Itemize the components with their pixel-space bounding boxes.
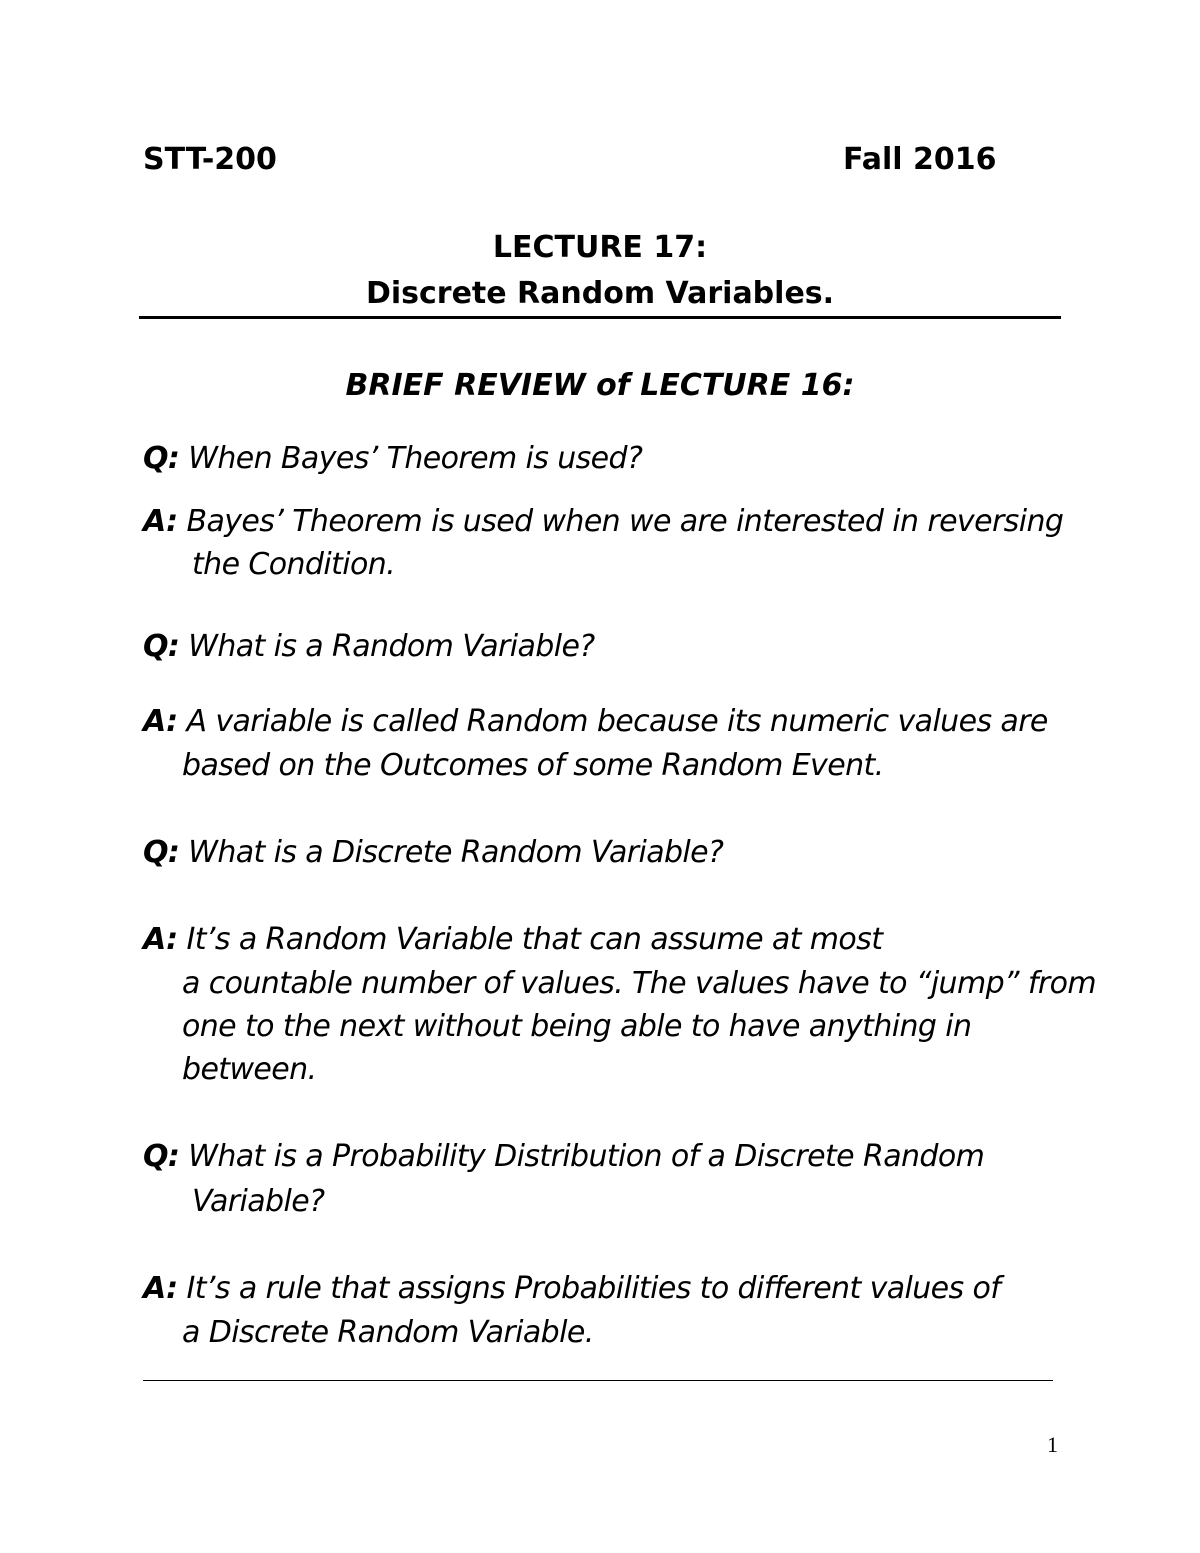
answer-3-line-4: between.: [182, 1052, 317, 1087]
title-divider: [139, 316, 1061, 319]
question-text: What is a Discrete Random Variable?: [188, 835, 724, 870]
answer-3: [143, 922, 882, 957]
answer-label: A:: [143, 504, 178, 539]
answer-1: [143, 504, 1063, 539]
footer-divider: [143, 1380, 1053, 1381]
question-4: [143, 1139, 984, 1174]
review-heading: BRIEF REVIEW of LECTURE 16:: [345, 368, 855, 403]
answer-3-line-3: one to the next without being able to have anything in: [182, 1009, 972, 1044]
answer-3-line-2: a countable number of values. The values have to “jump” from: [182, 966, 1096, 1001]
question-text: What is a Random Variable?: [188, 629, 595, 664]
question-label: Q:: [143, 629, 180, 664]
lecture-title: LECTURE 17:: [492, 230, 708, 265]
question-3: [143, 835, 723, 870]
term-label: Fall 2016: [843, 142, 997, 177]
answer-label: A:: [143, 1271, 178, 1306]
answer-text: It’s a rule that assigns Probabilities to different values of: [186, 1271, 1001, 1306]
lecture-subtitle: Discrete Random Variables.: [365, 276, 835, 311]
question-label: Q:: [143, 441, 180, 476]
question-label: Q:: [143, 1139, 180, 1174]
page-number: 1: [1047, 1432, 1058, 1457]
answer-label: A:: [143, 922, 178, 957]
question-1: [143, 441, 642, 476]
answer-4: [143, 1271, 1000, 1306]
answer-2-line-2: based on the Outcomes of some Random Event.: [182, 748, 884, 783]
question-2: [143, 629, 595, 664]
question-text: When Bayes’ Theorem is used?: [188, 441, 643, 476]
answer-label: A:: [143, 704, 178, 739]
question-4-line-2: Variable?: [192, 1184, 325, 1219]
answer-text: It’s a Random Variable that can assume at most: [186, 922, 883, 957]
question-label: Q:: [143, 835, 180, 870]
answer-text: Bayes’ Theorem is used when we are interested in reversing: [186, 504, 1064, 539]
course-code: STT-200: [143, 142, 277, 177]
answer-1-line-2: the Condition.: [192, 547, 396, 582]
answer-4-line-2: a Discrete Random Variable.: [182, 1315, 594, 1350]
answer-text: A variable is called Random because its numeric values are: [186, 704, 1048, 739]
answer-2: [143, 704, 1048, 739]
question-text: What is a Probability Distribution of a Discrete Random: [188, 1139, 985, 1174]
